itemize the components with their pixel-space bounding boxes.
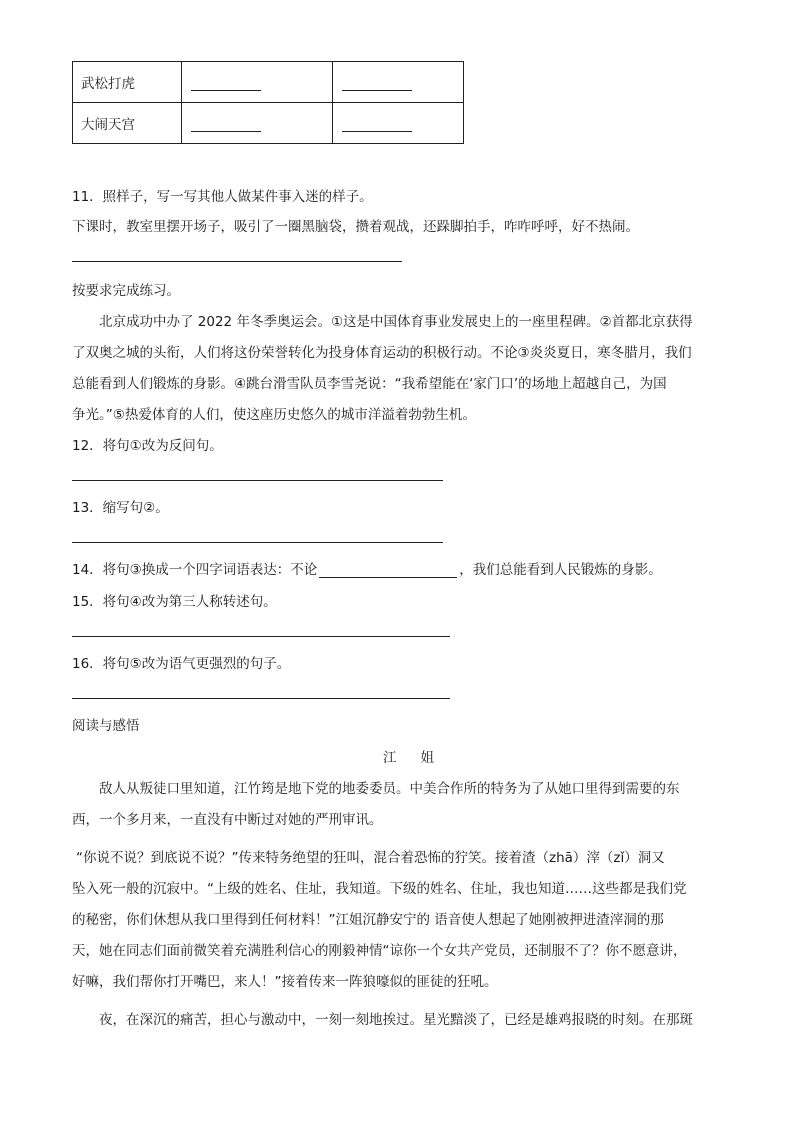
answer-line-15[interactable] [72,636,450,637]
question-11: 11．照样子，写一写其他人做某件事入迷的样子。 [72,189,373,205]
table-cell-blank [333,62,464,103]
table-cell-blank [182,62,333,103]
answer-line-13[interactable] [72,542,443,543]
novel-table [72,61,464,144]
article-line: “你说不说？到底说不说？”传来特务绝望的狂叫，混合着恐怖的狞笑。接着渣（zhā）滓（zǐ）洞又 [76,850,665,866]
question-14-after: ，我们总能看到人民锻炼的身影。 [459,562,662,578]
table-cell-blank [333,103,464,144]
article-title-part: 姐 [420,750,436,766]
table-cell-blank [182,103,333,144]
question-11-example: 下课时，教室里摆开场子，吸引了一圈黑脑袋，攒着观战，还跺脚拍手，咋咋呼呼，好不热闹。 [72,219,639,235]
passage-line: 北京成功中办了 2022 年冬季奥运会。①这是中国体育事业发展史上的一座里程碑。②首都北京获得 [99,314,693,330]
article-title-part: 江 [383,750,399,766]
passage-line: 争光。”⑤热爱体育的人们，使这座历史悠久的城市洋溢着勃勃生机。 [72,407,476,423]
article-line: 敌人从叛徒口里知道，江竹筠是地下党的地委委员。中美合作所的特务为了从她口里得到需要的东 [99,781,680,797]
passage-line: 总能看到人们锻炼的身影。④跳台滑雪队员李雪尧说：“我希望能在‘家门口’的场地上超越自己，为国 [72,376,667,392]
article-line: 夜，在深沉的痛苦，担心与激动中，一刻一刻地挨过。星光黯淡了，已经是雄鸡报晓的时刻。在那斑 [99,1012,693,1028]
answer-blank[interactable] [191,76,261,91]
table-row [73,62,464,103]
table-row [73,103,464,144]
question-13: 13．缩写句②。 [72,500,169,516]
answer-blank[interactable] [342,76,412,91]
answer-blank[interactable] [191,117,261,132]
question-12: 12．将句①改为反问句。 [72,438,223,454]
article-line: 的秘密，你们休想从我口里得到任何材料！”江姐沉静安宁的 语音使人想起了她刚被押进渣滓洞的那 [72,912,664,928]
passage-line: 了双奥之城的头衔，人们将这份荣誉转化为投身体育运动的积极行动。不论③炎炎夏日，寒冬腊月，我们 [72,345,692,361]
question-16: 16．将句⑤改为语气更强烈的句子。 [72,656,291,672]
article-line: 天，她在同志们面前微笑着充满胜利信心的刚毅神情“谅你一个女共产党员，还制服不了？你不愿意讲， [72,943,687,959]
answer-blank[interactable] [342,117,412,132]
article-title [383,746,436,766]
article-line: 坠入死一般的沉寂中。“上级的姓名、住址，我知道。下级的姓名、住址，我也知道……这些都是我们党 [72,881,687,897]
table-cell-label: 武松打虎 [73,62,182,103]
answer-line-11[interactable] [72,261,402,262]
answer-line-12[interactable] [72,480,443,481]
question-14 [72,558,662,578]
answer-blank-14[interactable] [319,563,457,578]
article-line: 西，一个多月来，一直没有中断过对她的严刑审讯。 [72,812,383,828]
question-14-before: 14．将句③换成一个四字词语表达：不论 [72,562,318,578]
table-cell-label: 大闹天宫 [73,103,182,144]
question-15: 15．将句④改为第三人称转述句。 [72,594,277,610]
answer-line-16[interactable] [72,698,450,699]
article-line: 好嘛，我们帮你打开嘴巴，来人！”接着传来一阵狼嚎似的匪徒的狂吼。 [72,974,498,990]
reading-heading: 阅读与感悟 [72,718,140,734]
section-heading: 按要求完成练习。 [72,283,180,299]
